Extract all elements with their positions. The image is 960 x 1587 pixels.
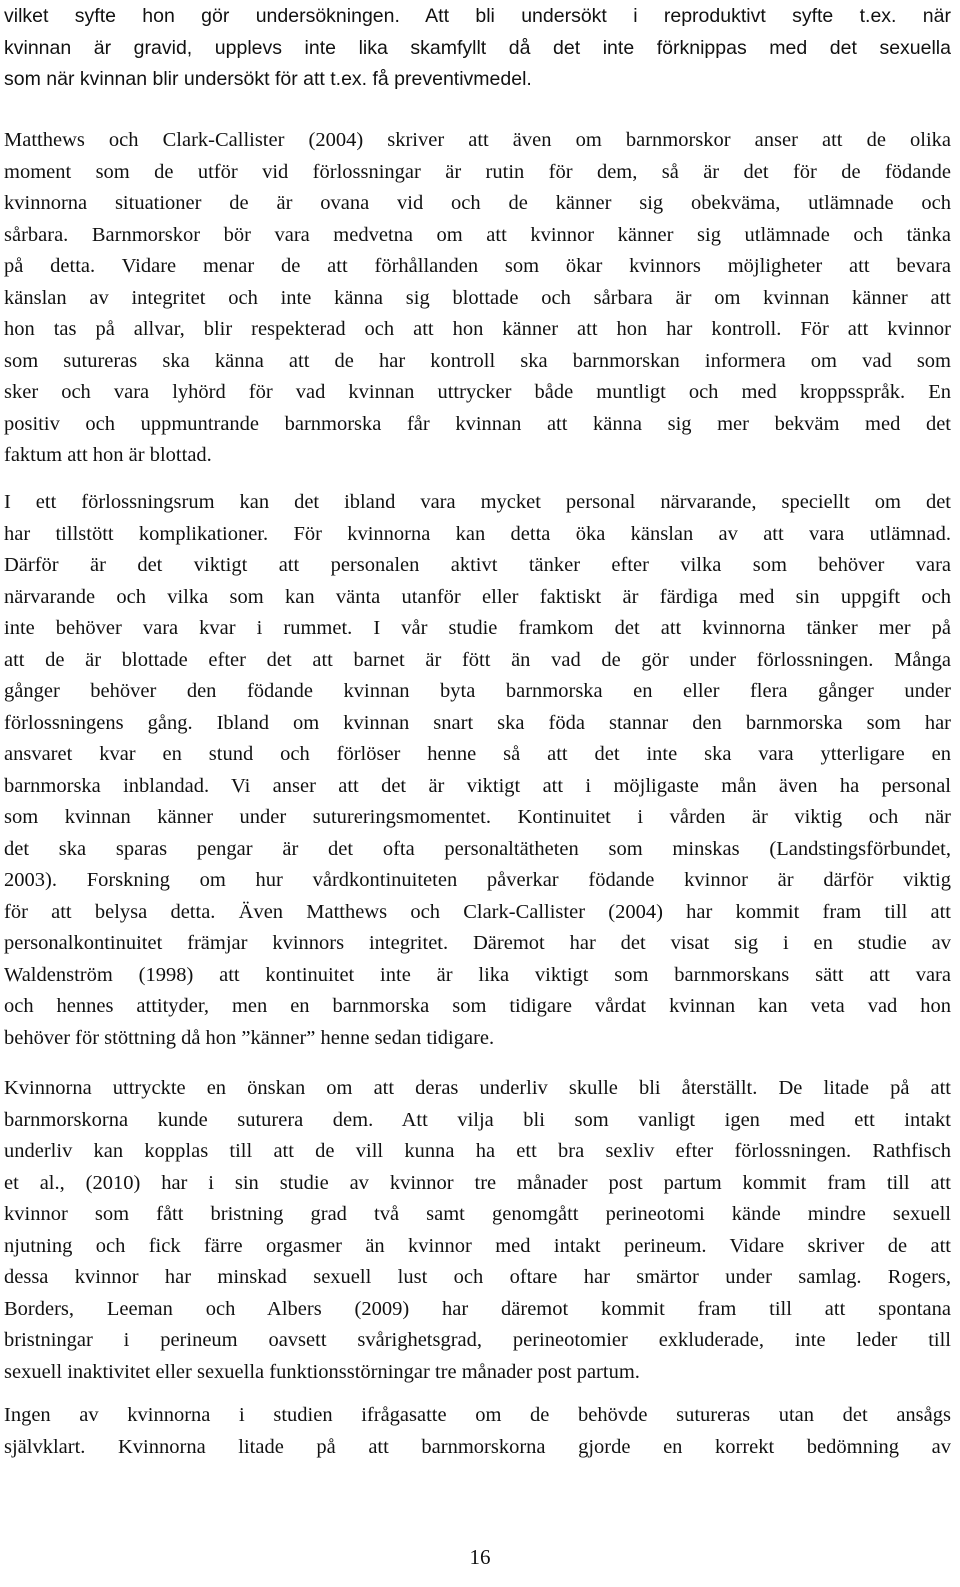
text-line: faktum att hon är blottad.: [4, 444, 212, 466]
text-line: har tillstött komplikationer. För kvinnorna kan detta öka känslan av att vara utlämnad.: [4, 522, 951, 545]
text-line: personalkontinuitet främjar kvinnors integritet. Däremot har det visat sig i en studie av: [4, 932, 951, 954]
text-line: Waldenström (1998) att kontinuitet inte är lika viktigt som barnmorskans sätt att vara: [4, 963, 951, 986]
text-line: självklart. Kvinnorna litade på att barnmorskorna gjorde en korrekt bedömning av: [4, 1435, 951, 1458]
text-line: et al., (2010) har i sin studie av kvinnor tre månader post partum kommit fram till att: [4, 1171, 951, 1194]
text-line: som kvinnan känner under sutureringsmomentet. Kontinuitet i vården är viktig och när: [4, 806, 951, 828]
paragraph-3: [4, 487, 951, 1054]
paragraph-4: [4, 1073, 951, 1388]
text-line: 2003). Forskning om hur vårdkontinuiteten påverkar födande kvinnor är därför viktig: [4, 869, 951, 891]
text-line: förlossningens gång. Ibland om kvinnan snart ska föda stannar den barnmorska som har: [4, 711, 951, 734]
text-line: Ingen av kvinnorna i studien ifrågasatte om de behövde sutureras utan det ansågs: [4, 1404, 951, 1426]
text-line: barnmorska inblandad. Vi anser att det är viktigt att i möjligaste mån även ha personal: [4, 774, 951, 797]
text-line: underliv kan kopplas till att de vill kunna ha ett bra sexliv efter förlossningen. Rathfisch: [4, 1140, 951, 1162]
text-line: Kvinnorna uttryckte en önskan om att deras underliv skulle bli återställt. De litade på att: [4, 1077, 951, 1099]
text-line: sker och vara lyhörd för vad kvinnan uttrycker både muntligt och med kroppsspråk. En: [4, 381, 951, 403]
paragraph-1: [4, 1, 951, 96]
text-line: som när kvinnan blir undersökt för att t.ex. få preventivmedel.: [4, 68, 532, 90]
text-line: inte behöver vara kvar i rummet. I vår studie framkom det att kvinnorna tänker mer på: [4, 617, 951, 639]
text-line: barnmorskorna kunde suturera dem. Att vilja bli som vanligt igen med ett intakt: [4, 1108, 951, 1131]
text-line: ansvaret kvar en stund och förlöser henne så att det inte ska vara ytterligare en: [4, 743, 951, 765]
text-line: det ska sparas pengar är det ofta personaltätheten som minskas (Landstingsförbundet,: [4, 837, 951, 860]
text-line: kvinnan är gravid, upplevs inte lika skamfyllt då det inte förknippas med det sexuella: [4, 36, 951, 59]
text-line: och hennes attityder, men en barnmorska som tidigare vårdat kvinnan kan veta vad hon: [4, 995, 951, 1017]
text-line: för att belysa detta. Även Matthews och Clark-Callister (2004) har kommit fram till att: [4, 900, 951, 923]
text-line: hon tas på allvar, blir respekterad och att hon känner att hon har kontroll. För att kvinnor: [4, 318, 951, 340]
text-line: sexuell inaktivitet eller sexuella funktionsstörningar tre månader post partum.: [4, 1360, 640, 1383]
text-line: bristningar i perineum oavsett svårighetsgrad, perineotomier exkluderade, inte leder till: [4, 1329, 951, 1351]
text-line: som sutureras ska känna att de har kontroll ska barnmorskan informera om vad som: [4, 349, 951, 372]
page-number: 16: [469, 1545, 491, 1569]
text-line: dessa kvinnor har minskad sexuell lust och oftare har smärtor under samlag. Rogers,: [4, 1266, 951, 1288]
paragraph-5: [4, 1400, 951, 1463]
text-line: kvinnor som fått bristning grad två samt genomgått perineotomi kände mindre sexuell: [4, 1203, 951, 1225]
text-line: känslan av integritet och inte känna sig blottade och sårbara är om kvinnan känner att: [4, 286, 951, 309]
text-line: vilket syfte hon gör undersökningen. Att bli undersökt i reproduktivt syfte t.ex. när: [4, 5, 951, 27]
text-line: gånger behöver den födande kvinnan byta barnmorska en eller flera gånger under: [4, 680, 951, 702]
text-line: moment som de utför vid förlossningar är rutin för dem, så är det för de födande: [4, 160, 951, 183]
text-line: behöver för stöttning då hon ”känner” henne sedan tidigare.: [4, 1026, 495, 1049]
text-line: Därför är det viktigt att personalen aktivt tänker efter vilka som behöver vara: [4, 554, 951, 576]
text-line: på detta. Vidare menar de att förhållanden som ökar kvinnors möjligheter att bevara: [4, 255, 951, 277]
text-line: I ett förlossningsrum kan det ibland vara mycket personal närvarande, speciellt om det: [4, 491, 951, 513]
text-line: att de är blottade efter det att barnet är fött än vad de gör under förlossningen. Många: [4, 648, 951, 671]
text-line: kvinnorna situationer de är ovana vid och de känner sig obekväma, utlämnade och: [4, 192, 951, 214]
text-line: njutning och fick färre orgasmer än kvinnor med intakt perineum. Vidare skriver de att: [4, 1234, 951, 1257]
text-line: positiv och uppmuntrande barnmorska får kvinnan att känna sig mer bekväm med det: [4, 412, 951, 435]
paragraph-2: [4, 125, 951, 472]
text-line: sårbara. Barnmorskor bör vara medvetna om att kvinnor känner sig utlämnade och tänka: [4, 223, 951, 246]
text-line: Matthews och Clark-Callister (2004) skriver att även om barnmorskor anser att de olika: [4, 129, 951, 151]
text-line: närvarande och vilka som kan vänta utanför eller faktiskt är färdiga med sin uppgift och: [4, 585, 951, 608]
text-line: Borders, Leeman och Albers (2009) har däremot kommit fram till att spontana: [4, 1297, 951, 1320]
